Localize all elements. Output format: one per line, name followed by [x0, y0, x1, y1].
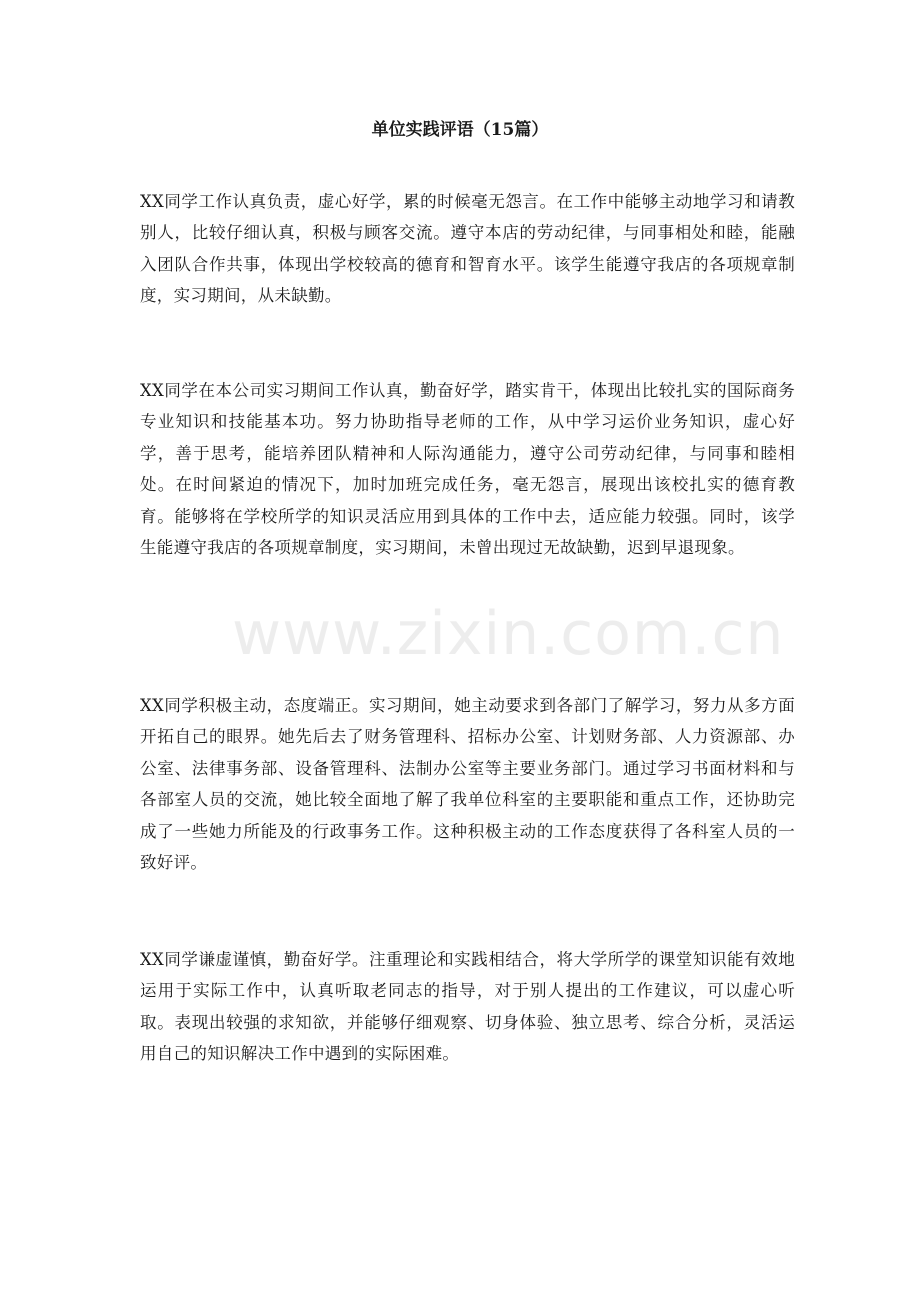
watermark-text: www.zixin.com.cn	[232, 599, 785, 669]
paragraph-3: XX同学积极主动，态度端正。实习期间，她主动要求到各部门了解学习，努力从多方面开拓自己的眼界。她先后去了财务管理科、招标办公室、计划财务部、人力资源部、办公室、法律事务部、设备管理科、法制办公室等主要业务部门。通过学习书面材料和与各部室人员的交流，她比较全面地了解了我单位科室的主要职能和重点工作，还协助完成了一些她力所能及的行政事务工作。这种积极主动的工作态度获得了各科室人员的一致好评。	[140, 696, 795, 873]
paragraph-4: XX同学谦虚谨慎，勤奋好学。注重理论和实践相结合，将大学所学的课堂知识能有效地运用于实际工作中，认真听取老同志的指导，对于别人提出的工作建议，可以虚心听取。表现出较强的求知欲，并能够仔细观察、切身体验、独立思考、综合分析，灵活运用自己的知识解决工作中遇到的实际困难。	[140, 950, 795, 1064]
document-title: 单位实践评语（15篇）	[371, 120, 549, 140]
paragraph-1: XX同学工作认真负责，虚心好学，累的时候毫无怨言。在工作中能够主动地学习和请教别人，比较仔细认真，积极与顾客交流。遵守本店的劳动纪律，与同事相处和睦，能融入团队合作共事，体现出学校较高的德育和智育水平。该学生能遵守我店的各项规章制度，实习期间，从未缺勤。	[140, 192, 795, 306]
paragraph-2: XX同学在本公司实习期间工作认真，勤奋好学，踏实肯干，体现出比较扎实的国际商务专业知识和技能基本功。努力协助指导老师的工作，从中学习运价业务知识，虚心好学，善于思考，能培养团队精神和人际沟通能力，遵守公司劳动纪律，与同事和睦相处。在时间紧迫的情况下，加时加班完成任务，毫无怨言，展现出该校扎实的德育教育。能够将在学校所学的知识灵活应用到具体的工作中去，适应能力较强。同时，该学生能遵守我店的各项规章制度，实习期间，未曾出现过无故缺勤，迟到早退现象。	[140, 381, 795, 558]
